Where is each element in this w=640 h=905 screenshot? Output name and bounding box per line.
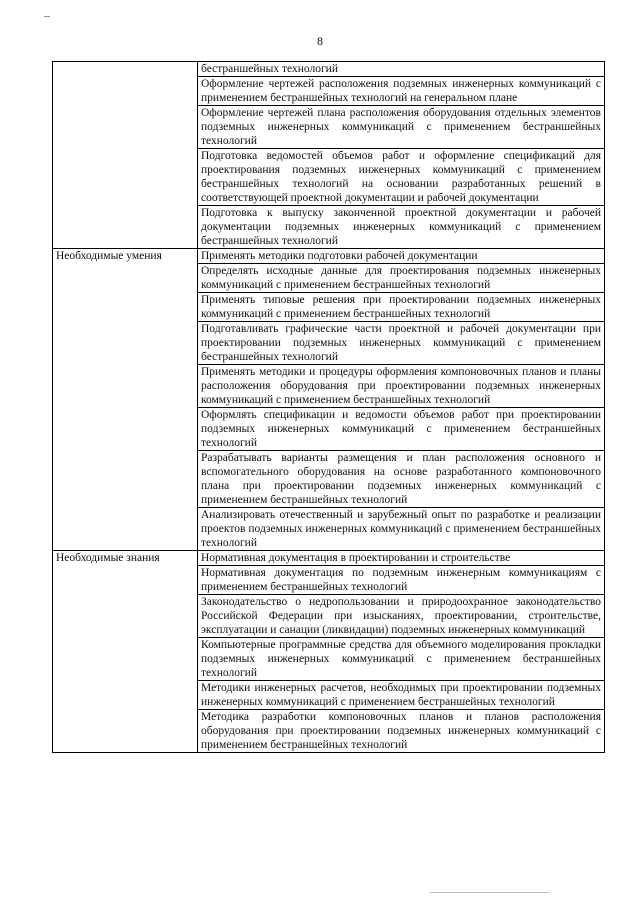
requirement-item: Применять методики подготовки рабочей документации xyxy=(198,249,605,264)
requirement-item: Законодательство о недропользовании и природоохранное законодательство Российской Федерации при изысканиях, проектировании, строительстве, эксплуатации и санации (ликвидации) подземных инженерных коммуникаций xyxy=(198,595,605,638)
requirement-item: Анализировать отечественный и зарубежный опыт по разработке и реализации проектов подземных инженерных коммуникаций с применением бестраншейных технологий xyxy=(198,508,605,551)
section-label: Необходимые знания xyxy=(53,551,198,753)
requirement-item: Методики инженерных расчетов, необходимых при проектировании подземных инженерных коммуникаций с применением бестраншейных технологий xyxy=(198,681,605,710)
scan-mark xyxy=(430,892,550,893)
table-row xyxy=(53,62,605,77)
requirement-item: Компьютерные программные средства для объемного моделирования прокладки подземных инженерных коммуникаций с применением бестраншейных технологий xyxy=(198,638,605,681)
requirement-item: Подготавливать графические части проектной и рабочей документации при проектировании подземных инженерных коммуникаций с применением бестраншейных технологий xyxy=(198,322,605,365)
requirement-item: Разрабатывать варианты размещения и план расположения основного и вспомогательного оборудования на основе разработанного компоновочного плана при проектировании подземных инженерных коммуникаций с применением бестраншейных технологий xyxy=(198,451,605,508)
requirement-item: Методика разработки компоновочных планов и планов расположения оборудования при проектировании подземных инженерных коммуникаций с применением бестраншейных технологий xyxy=(198,710,605,753)
table-row xyxy=(53,249,605,264)
requirement-item: Оформление чертежей плана расположения оборудования отдельных элементов подземных инженерных коммуникаций с применением бестраншейных технологий xyxy=(198,106,605,149)
requirement-item: Оформление чертежей расположения подземных инженерных коммуникаций с применением бестраншейных технологий на генеральном плане xyxy=(198,77,605,106)
scan-mark xyxy=(44,16,50,17)
requirement-item: бестраншейных технологий xyxy=(198,62,605,77)
table-body xyxy=(53,62,605,753)
table-row xyxy=(53,551,605,566)
requirement-item: Нормативная документация по подземным инженерным коммуникациям с применением бестраншейных технологий xyxy=(198,566,605,595)
requirement-item: Определять исходные данные для проектирования подземных инженерных коммуникаций с применением бестраншейных технологий xyxy=(198,264,605,293)
page-number: 8 xyxy=(317,34,323,48)
qualification-table xyxy=(52,61,605,753)
section-label: Необходимые умения xyxy=(53,249,198,551)
requirement-item: Подготовка к выпуску законченной проектной документации и рабочей документации подземных инженерных коммуникаций с применением бестраншейных технологий xyxy=(198,206,605,249)
requirement-item: Применять методики и процедуры оформления компоновочных планов и планы расположения оборудования при проектировании подземных инженерных коммуникаций с применением бестраншейных технологий xyxy=(198,365,605,408)
section-label xyxy=(53,62,198,249)
requirement-item: Применять типовые решения при проектировании подземных инженерных коммуникаций с применением бестраншейных технологий xyxy=(198,293,605,322)
requirement-item: Подготовка ведомостей объемов работ и оформление спецификаций для проектирования подземных инженерных коммуникаций с применением бестраншейных технологий на основании разработанных решений в соответствующей проектной документации и рабочей документации xyxy=(198,149,605,206)
requirement-item: Оформлять спецификации и ведомости объемов работ при проектировании подземных инженерных коммуникаций с применением бестраншейных технологий xyxy=(198,408,605,451)
requirement-item: Нормативная документация в проектировании и строительстве xyxy=(198,551,605,566)
